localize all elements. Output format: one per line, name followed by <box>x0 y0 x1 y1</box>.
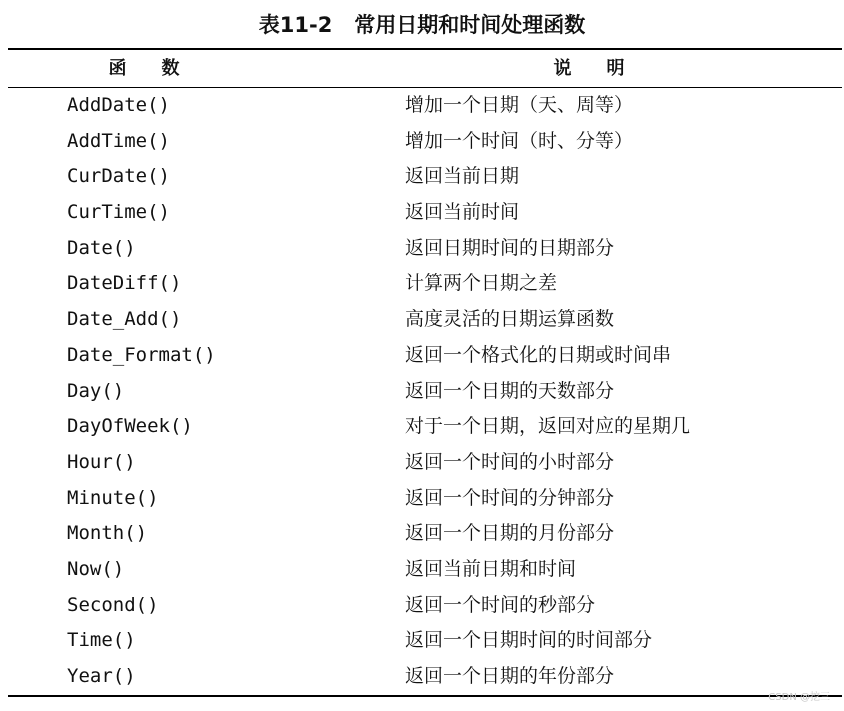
function-name: CurTime() <box>67 201 170 224</box>
function-name: Hour() <box>67 450 136 473</box>
table-row <box>0 374 844 410</box>
function-description: 返回一个格式化的日期或时间串 <box>405 343 672 366</box>
function-name: CurDate() <box>67 165 170 188</box>
table-row <box>0 552 844 588</box>
function-description: 返回当前日期 <box>405 165 520 188</box>
function-name: AddTime() <box>67 129 170 152</box>
table-row <box>0 231 844 267</box>
function-description: 返回当前日期和时间 <box>405 557 577 580</box>
function-name: Date() <box>67 236 136 259</box>
table-bottom-rule <box>8 695 842 697</box>
table-row <box>0 302 844 338</box>
table-row <box>0 159 844 195</box>
function-description: 返回日期时间的日期部分 <box>405 236 615 259</box>
function-name: Day() <box>67 379 125 402</box>
function-description: 对于一个日期，返回对应的星期几 <box>405 415 691 438</box>
table-row <box>0 623 844 659</box>
function-description: 增加一个时间（时、分等） <box>405 129 634 152</box>
function-name: Month() <box>67 522 148 545</box>
table-row <box>0 445 844 481</box>
function-name: Year() <box>67 665 136 687</box>
function-name: AddDate() <box>67 94 170 116</box>
function-name: Second() <box>67 593 159 616</box>
table-row <box>0 588 844 624</box>
table-row <box>0 409 844 445</box>
function-description: 返回一个日期时间的时间部分 <box>405 629 653 652</box>
table-row <box>0 124 844 160</box>
function-name: DateDiff() <box>67 272 182 295</box>
function-description: 增加一个日期（天、周等） <box>405 94 634 116</box>
function-name: Now() <box>67 557 125 580</box>
table-row <box>0 659 844 695</box>
function-description: 返回一个时间的小时部分 <box>405 450 615 473</box>
table-body <box>0 88 844 695</box>
function-name: Time() <box>67 629 136 652</box>
table-row <box>0 338 844 374</box>
function-description: 返回一个时间的秒部分 <box>405 593 596 616</box>
table-row <box>0 195 844 231</box>
function-description: 返回一个时间的分钟部分 <box>405 486 615 509</box>
function-description: 返回一个日期的天数部分 <box>405 379 615 402</box>
function-name: Minute() <box>67 486 159 509</box>
header-description: 说 明 <box>553 58 627 79</box>
function-name: Date_Add() <box>67 308 182 331</box>
function-description: 高度灵活的日期运算函数 <box>405 308 615 331</box>
function-name: Date_Format() <box>67 343 216 366</box>
function-description: 返回一个日期的年份部分 <box>405 665 615 687</box>
table-row <box>0 266 844 302</box>
table-title: 表11-2 常用日期和时间处理函数 <box>258 13 586 37</box>
function-name: DayOfWeek() <box>67 415 193 438</box>
table-row <box>0 516 844 552</box>
watermark: CSDN @挖三 <box>768 692 830 703</box>
table-row <box>0 88 844 124</box>
function-description: 返回一个日期的月份部分 <box>405 522 615 545</box>
table-row <box>0 481 844 517</box>
function-description: 返回当前时间 <box>405 201 520 224</box>
function-description: 计算两个日期之差 <box>405 272 558 295</box>
header-function: 函 数 <box>108 58 182 79</box>
